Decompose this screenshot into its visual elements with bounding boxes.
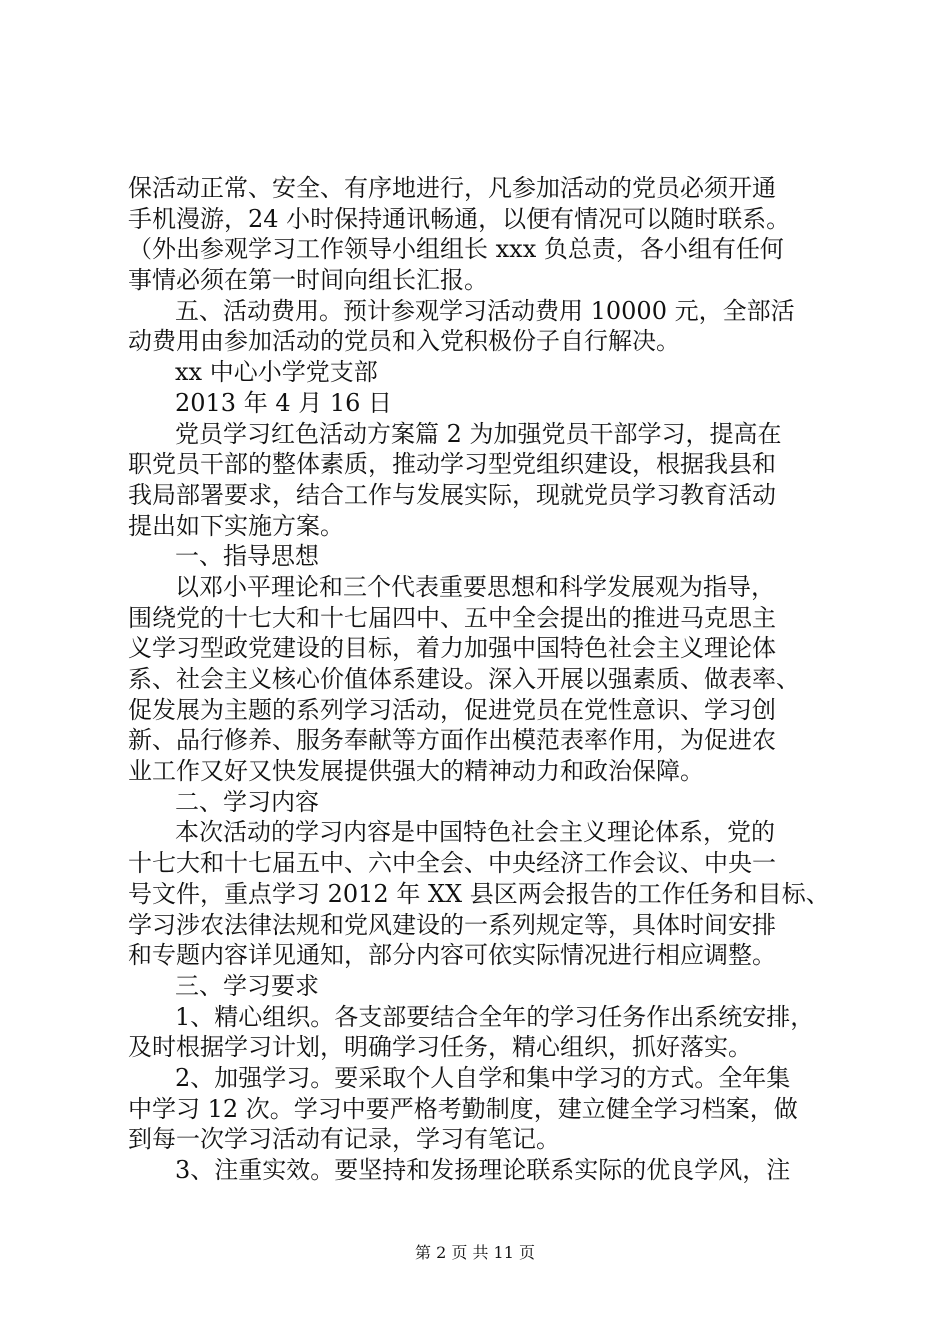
body-line: 业工作又好又快发展提供强大的精神动力和政治保障。 [128, 757, 704, 786]
body-line: 本次活动的学习内容是中国特色社会主义理论体系，党的 [175, 818, 775, 847]
body-line: 保活动正常、安全、有序地进行，凡参加活动的党员必须开通 [128, 174, 776, 202]
body-line: 及时根据学习计划，明确学习任务，精心组织，抓好落实。 [128, 1033, 752, 1062]
body-line: 党员学习红色活动方案篇 2 为加强党员干部学习，提高在 [175, 419, 782, 448]
body-line: 新、品行修养、服务奉献等方面作出模范表率作用，为促进农 [128, 726, 776, 755]
body-line: 学习涉农法律法规和党风建设的一系列规定等，具体时间安排 [128, 910, 776, 939]
body-line: 手机漫游，24 小时保持通讯畅通，以便有情况可以随时联系。 [128, 204, 791, 233]
body-line: 促发展为主题的系列学习活动，促进党员在党性意识、学习创 [128, 695, 776, 724]
body-line: 和专题内容详见通知，部分内容可依实际情况进行相应调整。 [128, 941, 776, 970]
body-line: 2013 年 4 月 16 日 [175, 388, 393, 417]
body-line: 十七大和十七届五中、六中全会、中央经济工作会议、中央一 [128, 849, 776, 878]
body-line: 三、学习要求 [175, 971, 319, 1000]
document-body [128, 173, 828, 1186]
body-line: 五、活动费用。预计参观学习活动费用 10000 元，全部活 [175, 296, 795, 325]
body-line: 号文件，重点学习 2012 年 XX 县区两会报告的工作任务和目标、 [128, 879, 830, 908]
body-line: 提出如下实施方案。 [128, 511, 344, 540]
body-line: 系、社会主义核心价值体系建设。深入开展以强素质、做表率、 [128, 665, 800, 693]
body-line: 中学习 12 次。学习中要严格考勤制度，建立健全学习档案，做 [128, 1094, 798, 1123]
body-line: 我局部署要求，结合工作与发展实际，现就党员学习教育活动 [128, 480, 776, 509]
body-line: 3、注重实效。要坚持和发扬理论联系实际的优良学风，注 [175, 1156, 791, 1184]
body-line: 二、学习内容 [175, 787, 319, 816]
page-footer: 第 2 页 共 11 页 [415, 1243, 535, 1262]
body-line: 职党员干部的整体素质，推动学习型党组织建设，根据我县和 [128, 450, 776, 479]
body-line: 到每一次学习活动有记录，学习有笔记。 [128, 1125, 560, 1154]
body-line: 1、精心组织。各支部要结合全年的学习任务作出系统安排， [175, 1002, 815, 1031]
body-line: 事情必须在第一时间向组长汇报。 [128, 266, 488, 295]
body-line: 一、指导思想 [175, 542, 319, 571]
body-line: 动费用由参加活动的党员和入党积极份子自行解决。 [128, 327, 680, 356]
body-line: 围绕党的十七大和十七届四中、五中全会提出的推进马克思主 [128, 603, 776, 632]
body-line: 以邓小平理论和三个代表重要思想和科学发展观为指导， [175, 572, 775, 601]
body-line: （外出参观学习工作领导小组组长 xxx 负总责，各小组有任何 [128, 235, 784, 264]
body-line: 2、加强学习。要采取个人自学和集中学习的方式。全年集 [175, 1063, 791, 1092]
body-line: xx 中心小学党支部 [175, 358, 378, 387]
body-line: 义学习型政党建设的目标，着力加强中国特色社会主义理论体 [128, 634, 776, 663]
